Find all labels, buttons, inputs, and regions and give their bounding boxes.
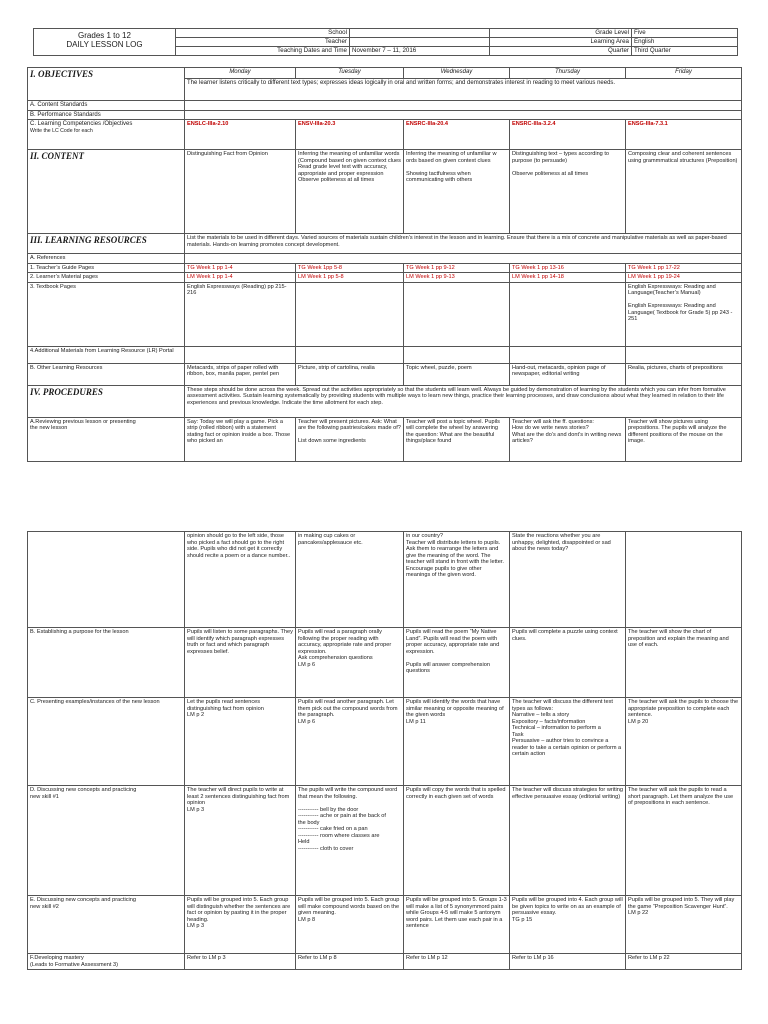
teachers-guide-label: 1. Teacher’s Guide Pages (28, 263, 185, 273)
header-table (33, 28, 738, 56)
review-cont-tuesday: in making cup cakes or pancakes/applesauce etc. (296, 532, 404, 628)
references-label: A. References (28, 254, 185, 264)
textbook-friday: English Expressways: Reading and Language(Teacher’s Manual) English Expressways: Reading and Language( Textbook for Grade 5) pp 243 - 251 (626, 282, 742, 346)
lc-code-thursday: ENSRC-IIIa-3.2.4 (510, 120, 626, 150)
quarter-value: Third Quarter (632, 47, 738, 56)
concepts-1-wednesday: Pupils will copy the words that is spelled correctly in each given set of words (404, 786, 510, 896)
lm-monday: LM Week 1 pp 1-4 (185, 273, 296, 283)
competencies-title: C. Learning Competencies /Objectives (30, 121, 133, 127)
review-lesson-label: A.Reviewing previous lesson or presenting the new lesson (28, 417, 185, 461)
other-thursday: Hand-out, metacards, opinion page of newspaper, editorial writing (510, 363, 626, 385)
additional-monday (185, 346, 296, 363)
school-value (350, 29, 490, 38)
content-wednesday: Inferring the meaning of unfamiliar w ords based on given context clues Showing tactfulness when communicating with others (404, 150, 510, 234)
additional-thursday (510, 346, 626, 363)
additional-materials-label: 4.Additional Materials from Learning Resource (LR) Portal (28, 346, 185, 363)
concepts-1-monday: The teacher will direct pupils to write at least 2 sentences distinguishing fact from opinion LM p 3 (185, 786, 296, 896)
mastery-monday: Refer to LM p 3 (185, 954, 296, 970)
purpose-monday: Pupils will listen to some paragraphs. They will identify which paragraph expresses truth or fact and which paragraph expresses belief. (185, 628, 296, 698)
objectives-heading: I. OBJECTIVES (28, 68, 185, 101)
competencies-note: Write the LC Code for each (30, 128, 93, 134)
lesson-log-table-1 (27, 67, 742, 462)
teaching-dates-label: Teaching Dates and Time (176, 47, 350, 56)
additional-tuesday (296, 346, 404, 363)
concepts-2-friday: Pupils will be grouped into 5. They will play the game “Preposition Scavenger Hunt”. LM p 22 (626, 896, 742, 954)
lm-tuesday: LM Week 1 pp 5-8 (296, 273, 404, 283)
review-cont-wednesday: in our country? Teacher will distribute letters to pupils. Ask them to rearrange the letters and give the meaning of the word. The teacher will stand in front with the letter. Encourage pupils to give other meanings of the given word. (404, 532, 510, 628)
content-monday: Distinguishing Fact from Opinion (185, 150, 296, 234)
grade-level-label: Grade Level (490, 29, 632, 38)
other-friday: Realia, pictures, charts of prepositions (626, 363, 742, 385)
school-label: School (176, 29, 350, 38)
lc-code-tuesday: ENSV-IIIa-20.3 (296, 120, 404, 150)
lc-code-wednesday: ENSRC-IIIa-20.4 (404, 120, 510, 150)
concepts-skill-1-label: D. Discussing new concepts and practicing new skill #1 (28, 786, 185, 896)
purpose-label: B. Establishing a purpose for the lesson (28, 628, 185, 698)
review-monday: Say: Today we will play a game. Pick a strip (rolled ribbon) with a statement stating fact or opinion inside a box. Those who picked an (185, 417, 296, 461)
lesson-log-table-2 (27, 531, 742, 970)
day-thursday: Thursday (510, 68, 626, 79)
title-line-1: Grades 1 to 12 (78, 31, 131, 40)
review-cont-monday: opinion should go to the left side, those who picked a fact should go to the right side. Pupils who did not get it correctly should recite a poem or a dance number.. (185, 532, 296, 628)
concepts-skill-2-label: E. Discussing new concepts and practicing new skill #2 (28, 896, 185, 954)
title-line-2: DAILY LESSON LOG (66, 40, 143, 49)
review-cont-thursday: State the reactions whether you are unhappy, delighted, disappointed or sad about the news today? (510, 532, 626, 628)
textbook-wednesday (404, 282, 510, 346)
content-standards-value (185, 101, 742, 111)
resources-intro: List the materials to be used in different days. Varied sources of materials sustain children’s interest in the lesson and in learning. Ensure that there is a mix of concrete and manipulative materials as well as paper-based materials. Hands-on learning promotes concept development. (185, 234, 742, 254)
content-heading: II. CONTENT (28, 150, 185, 234)
review-wednesday: Teacher will post a topic wheel. Pupils will complete the wheel by answering the question: What are the beautiful things/place found (404, 417, 510, 461)
purpose-thursday: Pupils will complete a puzzle using context clues. (510, 628, 626, 698)
concepts-2-wednesday: Pupils will be grouped into 5. Groups 1-3 will make a list of 5 synonymmord pairs while Groups 4-5 will make 5 antonym word pairs. Let them use each pair in a sentence (404, 896, 510, 954)
lc-code-monday: ENSLC-IIIa-2.10 (185, 120, 296, 150)
other-wednesday: Topic wheel, puzzle, poem (404, 363, 510, 385)
other-tuesday: Picture, strip of cartolina, realia (296, 363, 404, 385)
teacher-label: Teacher (176, 38, 350, 47)
concepts-2-thursday: Pupils will be grouped into 4. Each group will be given topics to write on as an example of persuasive essay. TG p 15 (510, 896, 626, 954)
quarter-label: Quarter (490, 47, 632, 56)
textbook-monday: English Expressways (Reading) pp 215-216 (185, 282, 296, 346)
learning-area-value: English (632, 38, 738, 47)
concepts-2-tuesday: Pupils will be grouped into 5. Each group will make compound words based on the given meaning. LM p 8 (296, 896, 404, 954)
concepts-2-monday: Pupils will be grouped into 5. Each group will distinguish whether the sentences are fact or opinion by pasting it in the proper heading. LM p 3 (185, 896, 296, 954)
examples-thursday: The teacher will discuss the different text types as follows: Narrative – tells a story Expository – facts/information Technical – information to perform a Task Persuasive – author tries to convince a reader to take a certain opinion or perform a certain action (510, 698, 626, 786)
review-thursday: Teacher will ask the ff. questions: How do we write news stories? What are the do’s and dont’s in writing news articles? (510, 417, 626, 461)
lc-code-friday: ENSG-IIIa-7.3.1 (626, 120, 742, 150)
review-cont-friday (626, 532, 742, 628)
examples-label: C. Presenting examples/instances of the new lesson (28, 698, 185, 786)
review-friday: Teacher will show pictures using prepositions. The pupils will analyze the different positions of the mouse on the image. (626, 417, 742, 461)
references-value (185, 254, 742, 264)
purpose-tuesday: Pupils will read a paragraph orally following the proper reading with accuracy, appropriate rate and proper expression. Ask comprehension questions LM p 6 (296, 628, 404, 698)
mastery-wednesday: Refer to LM p 12 (404, 954, 510, 970)
content-standards-label: A. Content Standards (28, 101, 185, 111)
resources-heading: III. LEARNING RESOURCES (28, 234, 185, 254)
examples-tuesday: Pupils will read another paragraph. Let them pick out the compound words from the paragraph. LM p 6 (296, 698, 404, 786)
day-wednesday: Wednesday (404, 68, 510, 79)
tg-friday: TG Week 1 pp 17-22 (626, 263, 742, 273)
header-title (34, 29, 176, 56)
grade-level-value: Five (632, 29, 738, 38)
day-monday: Monday (185, 68, 296, 79)
objectives-intro: The learner listens critically to different text types; expresses ideas logically in oral and written forms; and demonstrates interest in reading to meet various needs. (185, 79, 742, 101)
lm-wednesday: LM Week 1 pp 9-13 (404, 273, 510, 283)
learning-area-label: Learning Area (490, 38, 632, 47)
competencies-label (28, 120, 185, 150)
content-friday: Composing clear and coherent sentences using grammmatical structures (Preposition) (626, 150, 742, 234)
textbook-thursday (510, 282, 626, 346)
concepts-1-thursday: The teacher will discuss strategies for writing effective persuasive essay (editorial writing) (510, 786, 626, 896)
learners-material-label: 2. Learner’s Material pages (28, 273, 185, 283)
examples-wednesday: Pupils will identify the words that have similar meaning or opposite meaning of the given words LM p 11 (404, 698, 510, 786)
teaching-dates-value: November 7 – 11, 2016 (350, 47, 490, 56)
textbook-tuesday (296, 282, 404, 346)
mastery-label: F.Developing mastery (Leads to Formative Assessment 3) (28, 954, 185, 970)
review-tuesday: Teacher will present pictures. Ask: What are the following pastries/cakes made of? List down some ingredients (296, 417, 404, 461)
tg-thursday: TG Week 1 pp 13-16 (510, 263, 626, 273)
lm-thursday: LM Week 1 pp 14-18 (510, 273, 626, 283)
additional-wednesday (404, 346, 510, 363)
additional-friday (626, 346, 742, 363)
purpose-wednesday: Pupils will read the poem “My Native Land”. Pupils will read the poem with proper accuracy, appropriate rate and expression. Pupils will answer comprehension questions (404, 628, 510, 698)
performance-standards-label: B. Performance Standards (28, 110, 185, 120)
examples-friday: The teacher will ask the pupils to choose the appropriate preposition to complete each sentence. LM p 20 (626, 698, 742, 786)
content-thursday: Distinguishing text – types according to purpose (to persuade) Observe politeness at all times (510, 150, 626, 234)
review-continued-label (28, 532, 185, 628)
concepts-1-friday: The teacher will ask the pupils to read a short paragraph. Let them analyze the use of prepositions in each sentence. (626, 786, 742, 896)
examples-monday: Let the pupils read sentences distinguishing fact from opinion LM p 2 (185, 698, 296, 786)
concepts-1-tuesday: The pupils will write the compound word that mean the following. ----------- bell by the door ----------- ache or pain at the back of the body ----------- cake fried on a pan ----------- room where classes are Held ----------- cloth to cover (296, 786, 404, 896)
mastery-thursday: Refer to LM p 16 (510, 954, 626, 970)
other-resources-label: B. Other Learning Resources (28, 363, 185, 385)
performance-standards-value (185, 110, 742, 120)
mastery-tuesday: Refer to LM p 8 (296, 954, 404, 970)
other-monday: Metacards, strips of paper rolled with ribbon, box, manila paper, pentel pen (185, 363, 296, 385)
textbook-label: 3. Textbook Pages (28, 282, 185, 346)
lm-friday: LM Week 1 pp 19-24 (626, 273, 742, 283)
tg-tuesday: TG Week 1pp 5-8 (296, 263, 404, 273)
procedures-intro: These steps should be done across the week. Spread out the activities appropriately so that the students will learn well. Always be guided by demonstration of learning by the students which you can infer from formative assessment activities. Sustain learning systematically by providing students with multiple ways to learn new things, practice their learning processes, and draw conclusions about what they learned in relation to their life experiences and previous knowledge. Indicate the time allotment for each step. (185, 385, 742, 417)
procedures-heading: IV. PROCEDURES (28, 385, 185, 417)
purpose-friday: The teacher will show the chart of preposition and explain the meaning and use of each. (626, 628, 742, 698)
tg-wednesday: TG Week 1 pp 9-12 (404, 263, 510, 273)
mastery-friday: Refer to LM p 22 (626, 954, 742, 970)
day-tuesday: Tuesday (296, 68, 404, 79)
day-friday: Friday (626, 68, 742, 79)
content-tuesday: Inferring the meaning of unfamiliar words (Compound based on given context clues Read grade level text with accuracy, appropriate and proper expression Observe politeness at all times (296, 150, 404, 234)
teacher-value (350, 38, 490, 47)
tg-monday: TG Week 1 pp 1-4 (185, 263, 296, 273)
